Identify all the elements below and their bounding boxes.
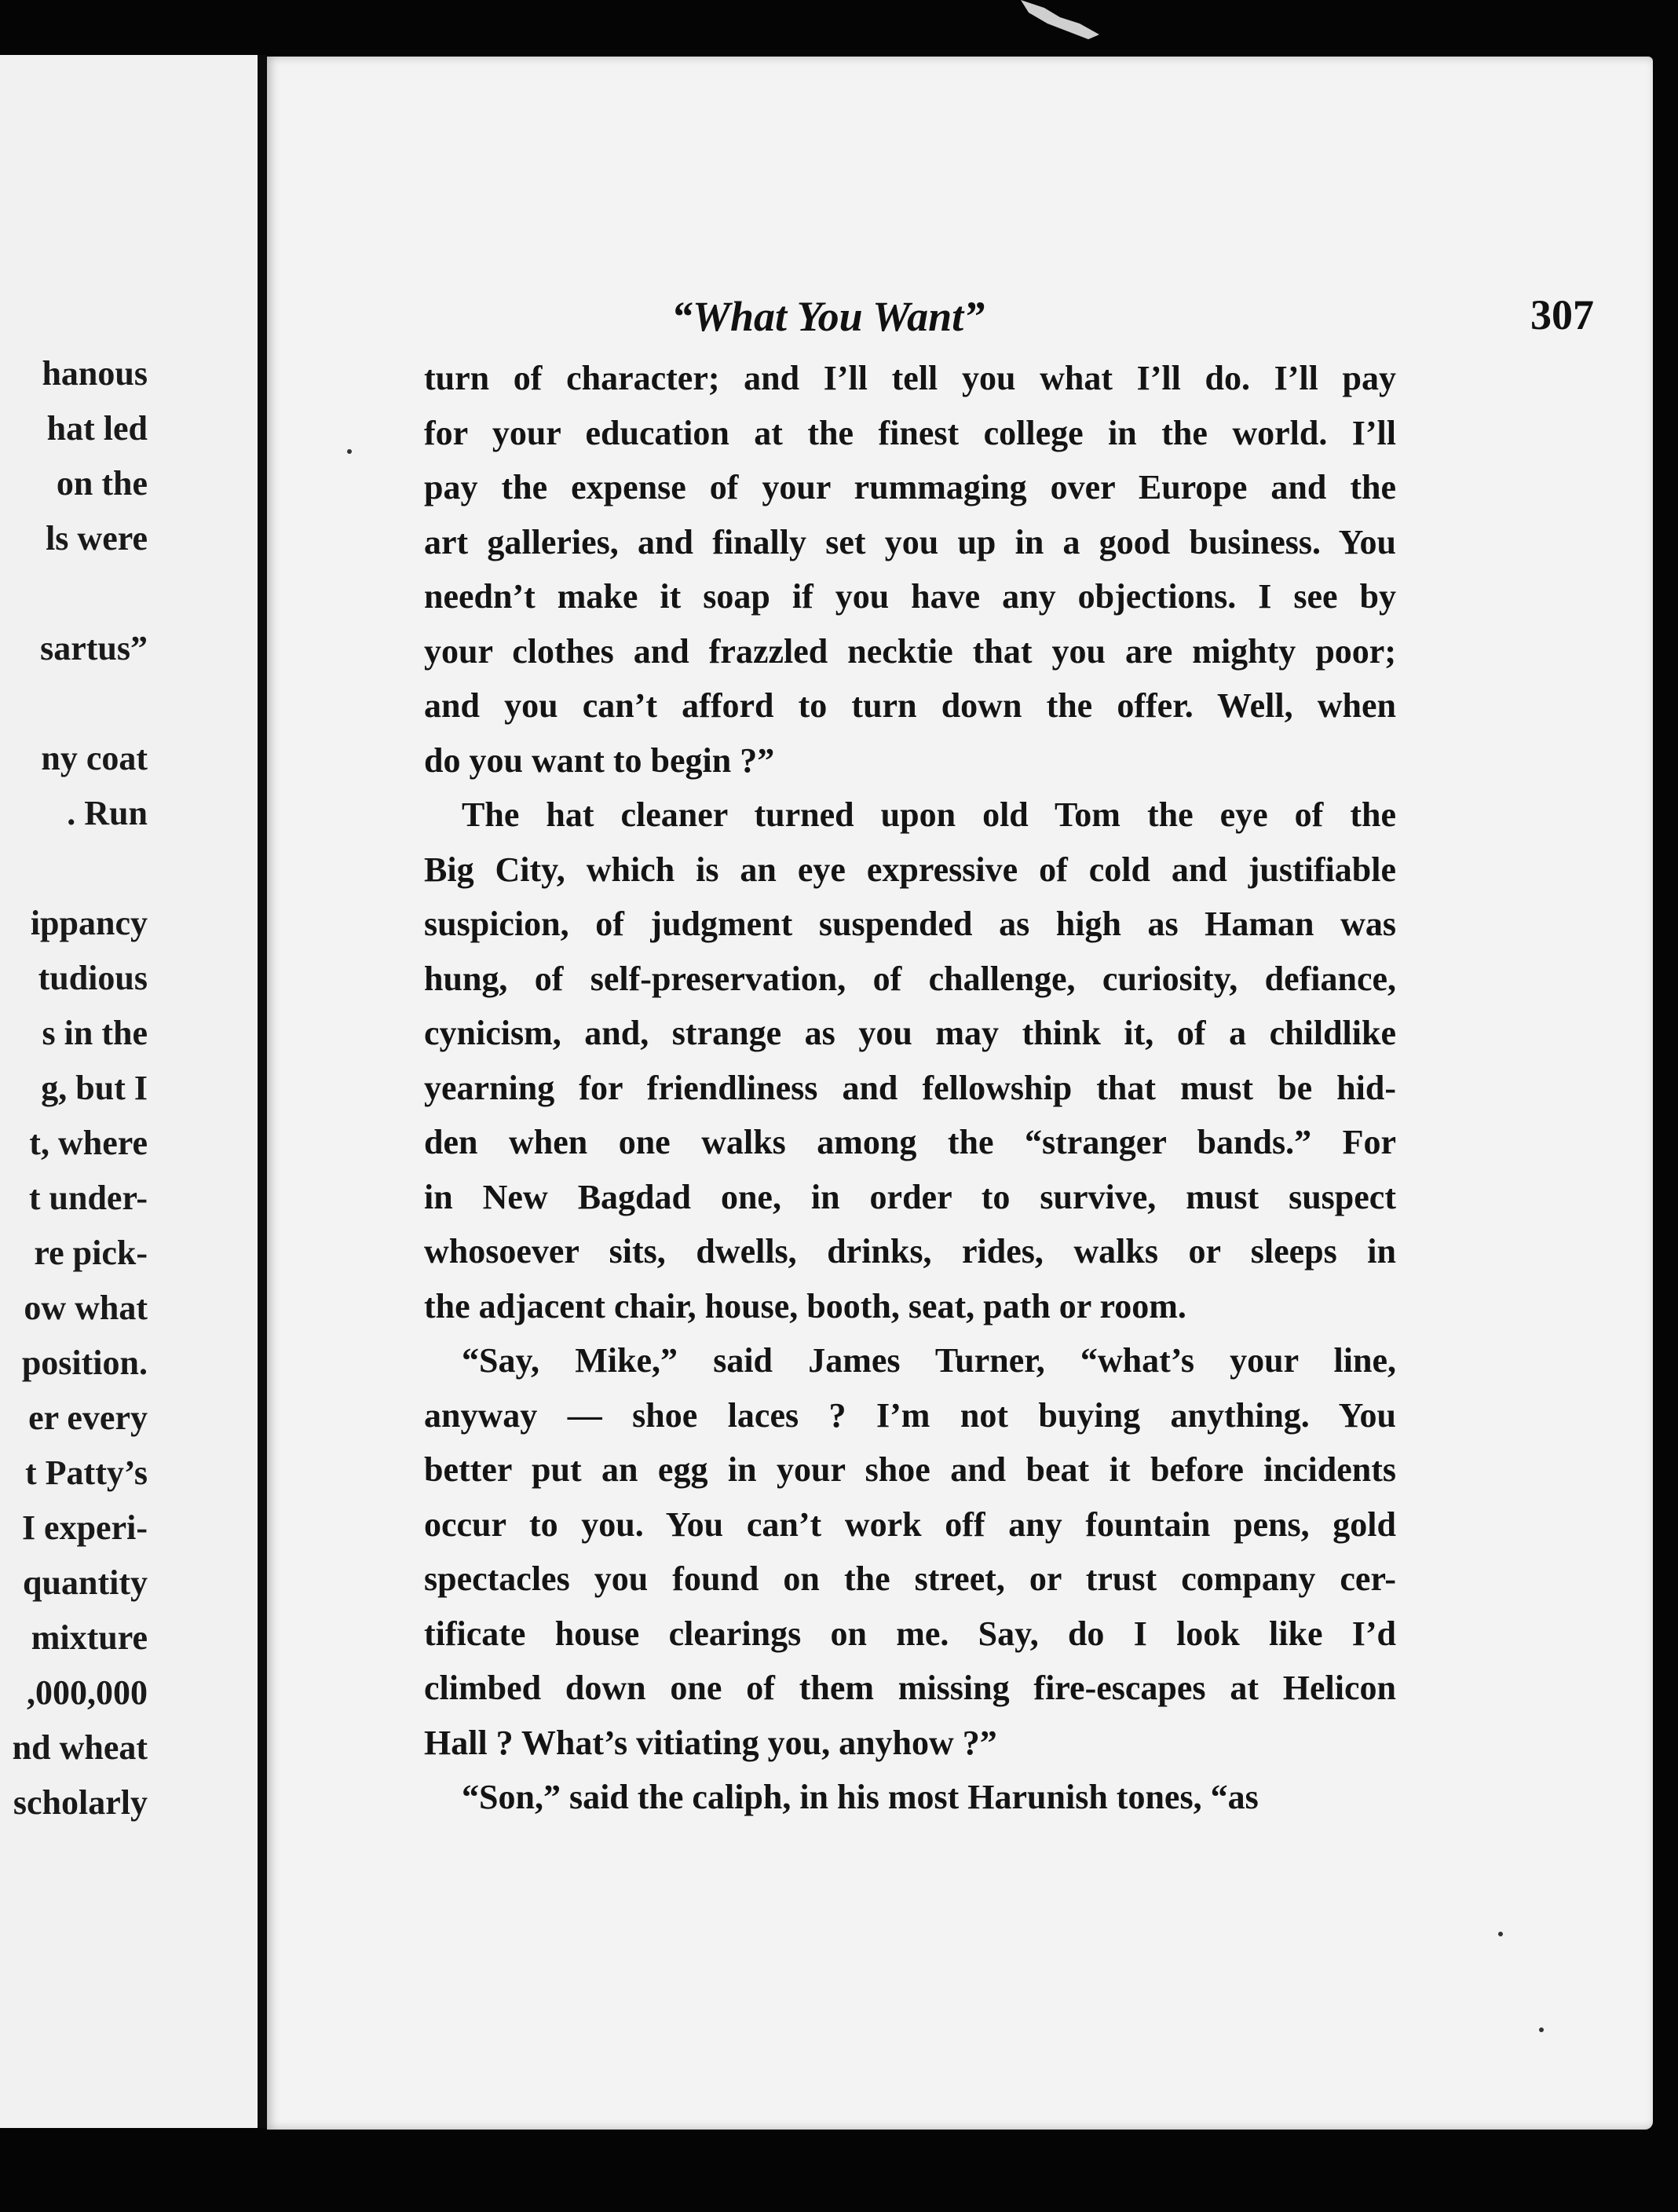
- text-line: turn of character; and I’ll tell you what I’ll do. I’ll pay: [424, 359, 1396, 397]
- torn-paper-scrap: [1013, 0, 1107, 47]
- left-page-line: t, where: [29, 1124, 148, 1162]
- left-page-line: tudious: [38, 959, 148, 997]
- left-page-line: ,000,000: [27, 1673, 148, 1712]
- text-line: spectacles you found on the street, or trust company cer-: [424, 1559, 1396, 1598]
- text-line: Big City, which is an eye expressive of cold and justifiable: [424, 850, 1396, 889]
- book-gutter: [258, 55, 267, 2128]
- text-line: The hat cleaner turned upon old Tom the eye of the: [462, 795, 1396, 834]
- text-line: needn’t make it soap if you have any objections. I see by: [424, 577, 1396, 616]
- speck-mark: [347, 449, 352, 454]
- left-page-line: ls were: [46, 519, 148, 558]
- text-line: whosoever sits, dwells, drinks, rides, walks or sleeps in: [424, 1232, 1396, 1271]
- left-page-line: ow what: [24, 1289, 148, 1327]
- left-page-line: hanous: [42, 354, 148, 393]
- left-facing-page: [0, 55, 259, 2128]
- left-page-line: on the: [56, 464, 148, 503]
- text-line: your clothes and frazzled necktie that you are mighty poor;: [424, 631, 1396, 671]
- text-line: the adjacent chair, house, booth, seat, path or room.: [424, 1286, 1186, 1325]
- left-page-line: . Run: [67, 794, 148, 832]
- left-page-line: I experi-: [21, 1508, 148, 1547]
- left-page-line: ny coat: [41, 739, 148, 777]
- left-page-line: nd wheat: [12, 1728, 148, 1767]
- text-line: suspicion, of judgment suspended as high as Haman was: [424, 905, 1396, 943]
- left-page-line: quantity: [23, 1563, 148, 1602]
- book-page: [267, 57, 1653, 2130]
- text-line: cynicism, and, strange as you may think it, of a childlike: [424, 1014, 1396, 1052]
- text-line: occur to you. You can’t work off any fountain pens, gold: [424, 1505, 1396, 1544]
- page-number: 307: [1530, 291, 1594, 338]
- left-page-line: ippancy: [30, 904, 148, 942]
- text-line: better put an egg in your shoe and beat it before incidents: [424, 1450, 1396, 1489]
- speck-mark: [1498, 1932, 1503, 1936]
- left-page-line: g, but I: [41, 1069, 148, 1107]
- left-page-line: t Patty’s: [25, 1453, 148, 1492]
- left-page-line: scholarly: [13, 1783, 148, 1822]
- text-line: pay the expense of your rummaging over Europe and the: [424, 468, 1396, 506]
- text-line: hung, of self-preservation, of challenge, curiosity, defiance,: [424, 959, 1396, 998]
- left-page-line: mixture: [31, 1618, 148, 1657]
- running-head: [267, 292, 1653, 347]
- left-page-line: position.: [21, 1344, 148, 1382]
- text-line: in New Bagdad one, in order to survive, must suspect: [424, 1177, 1396, 1216]
- text-line: climbed down one of them missing fire-escapes at Helicon: [424, 1669, 1396, 1707]
- left-page-line: s in the: [42, 1014, 148, 1052]
- text-line: for your education at the finest college in the world. I’ll: [424, 413, 1396, 452]
- speck-mark: [1539, 2027, 1544, 2032]
- text-line: tificate house clearings on me. Say, do I look like I’d: [424, 1614, 1396, 1653]
- running-head-title: “What You Want”: [671, 293, 985, 340]
- left-page-line: re pick-: [34, 1234, 148, 1272]
- left-page-line: hat led: [46, 409, 148, 448]
- text-line: and you can’t afford to turn down the offer. Well, when: [424, 686, 1396, 725]
- text-line: Hall ? What’s vitiating you, anyhow ?”: [424, 1723, 997, 1762]
- text-line: do you want to begin ?”: [424, 740, 775, 780]
- text-line: “Say, Mike,” said James Turner, “what’s your line,: [462, 1341, 1396, 1380]
- text-line: art galleries, and finally set you up in a good business. You: [424, 522, 1396, 561]
- text-line: anyway — shoe laces ? I’m not buying anything. You: [424, 1395, 1396, 1435]
- text-line: “Son,” said the caliph, in his most Harunish tones, “as: [462, 1778, 1259, 1816]
- left-page-line: t under-: [28, 1179, 148, 1217]
- left-page-line: sartus”: [40, 629, 148, 667]
- left-page-line: er every: [28, 1398, 148, 1437]
- text-line: yearning for friendliness and fellowship that must be hid-: [424, 1068, 1396, 1107]
- text-line: den when one walks among the “stranger bands.” For: [424, 1123, 1396, 1161]
